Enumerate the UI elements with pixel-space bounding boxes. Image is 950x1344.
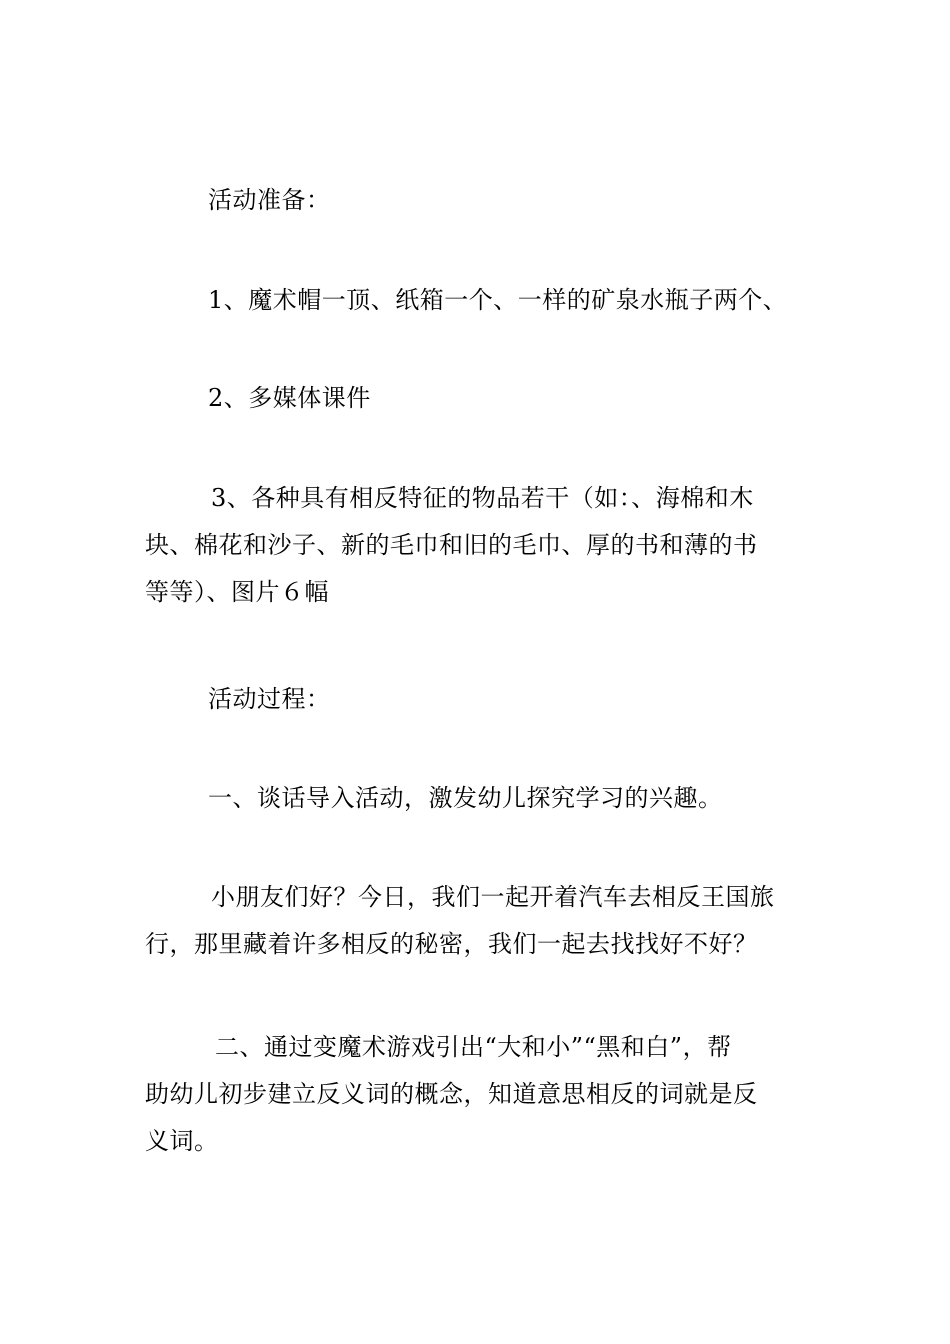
text-line: 二、通过变魔术游戏引出“大和小”“黑和白”，帮 bbox=[215, 1033, 732, 1061]
process-step-1 bbox=[145, 775, 810, 822]
text-line: 行，那里藏着许多相反的秘密，我们一起去找找好不好？ bbox=[145, 930, 758, 958]
text-line: 块、棉花和沙子、新的毛巾和旧的毛巾、厚的书和薄的书 bbox=[145, 531, 758, 559]
text-line: 活动准备： bbox=[208, 186, 331, 214]
text-line: 1、魔术帽一顶、纸箱一个、一样的矿泉水瓶子两个、 bbox=[208, 286, 788, 314]
text-line: 一、谈话导入活动，激发幼儿探究学习的兴趣。 bbox=[208, 784, 723, 812]
preparation-item-3 bbox=[145, 475, 810, 616]
preparation-item-1 bbox=[145, 277, 810, 324]
preparation-item-2 bbox=[145, 375, 810, 422]
text-line: 3、各种具有相反特征的物品若干（如：、海棉和木 bbox=[211, 484, 754, 512]
process-step-2 bbox=[145, 1024, 810, 1165]
heading-activity-preparation bbox=[145, 177, 810, 224]
text-line: 小朋友们好？今日，我们一起开着汽车去相反王国旅 bbox=[211, 883, 775, 911]
text-line: 活动过程： bbox=[208, 685, 331, 713]
text-line: 等等）、图片６幅 bbox=[145, 578, 329, 606]
text-line: 助幼儿初步建立反义词的概念，知道意思相反的词就是反 bbox=[145, 1080, 758, 1108]
text-line: 义词。 bbox=[145, 1127, 219, 1155]
text-line: 2、多媒体课件 bbox=[208, 384, 371, 412]
process-step-1-dialogue bbox=[145, 874, 810, 968]
heading-activity-process bbox=[145, 676, 810, 723]
